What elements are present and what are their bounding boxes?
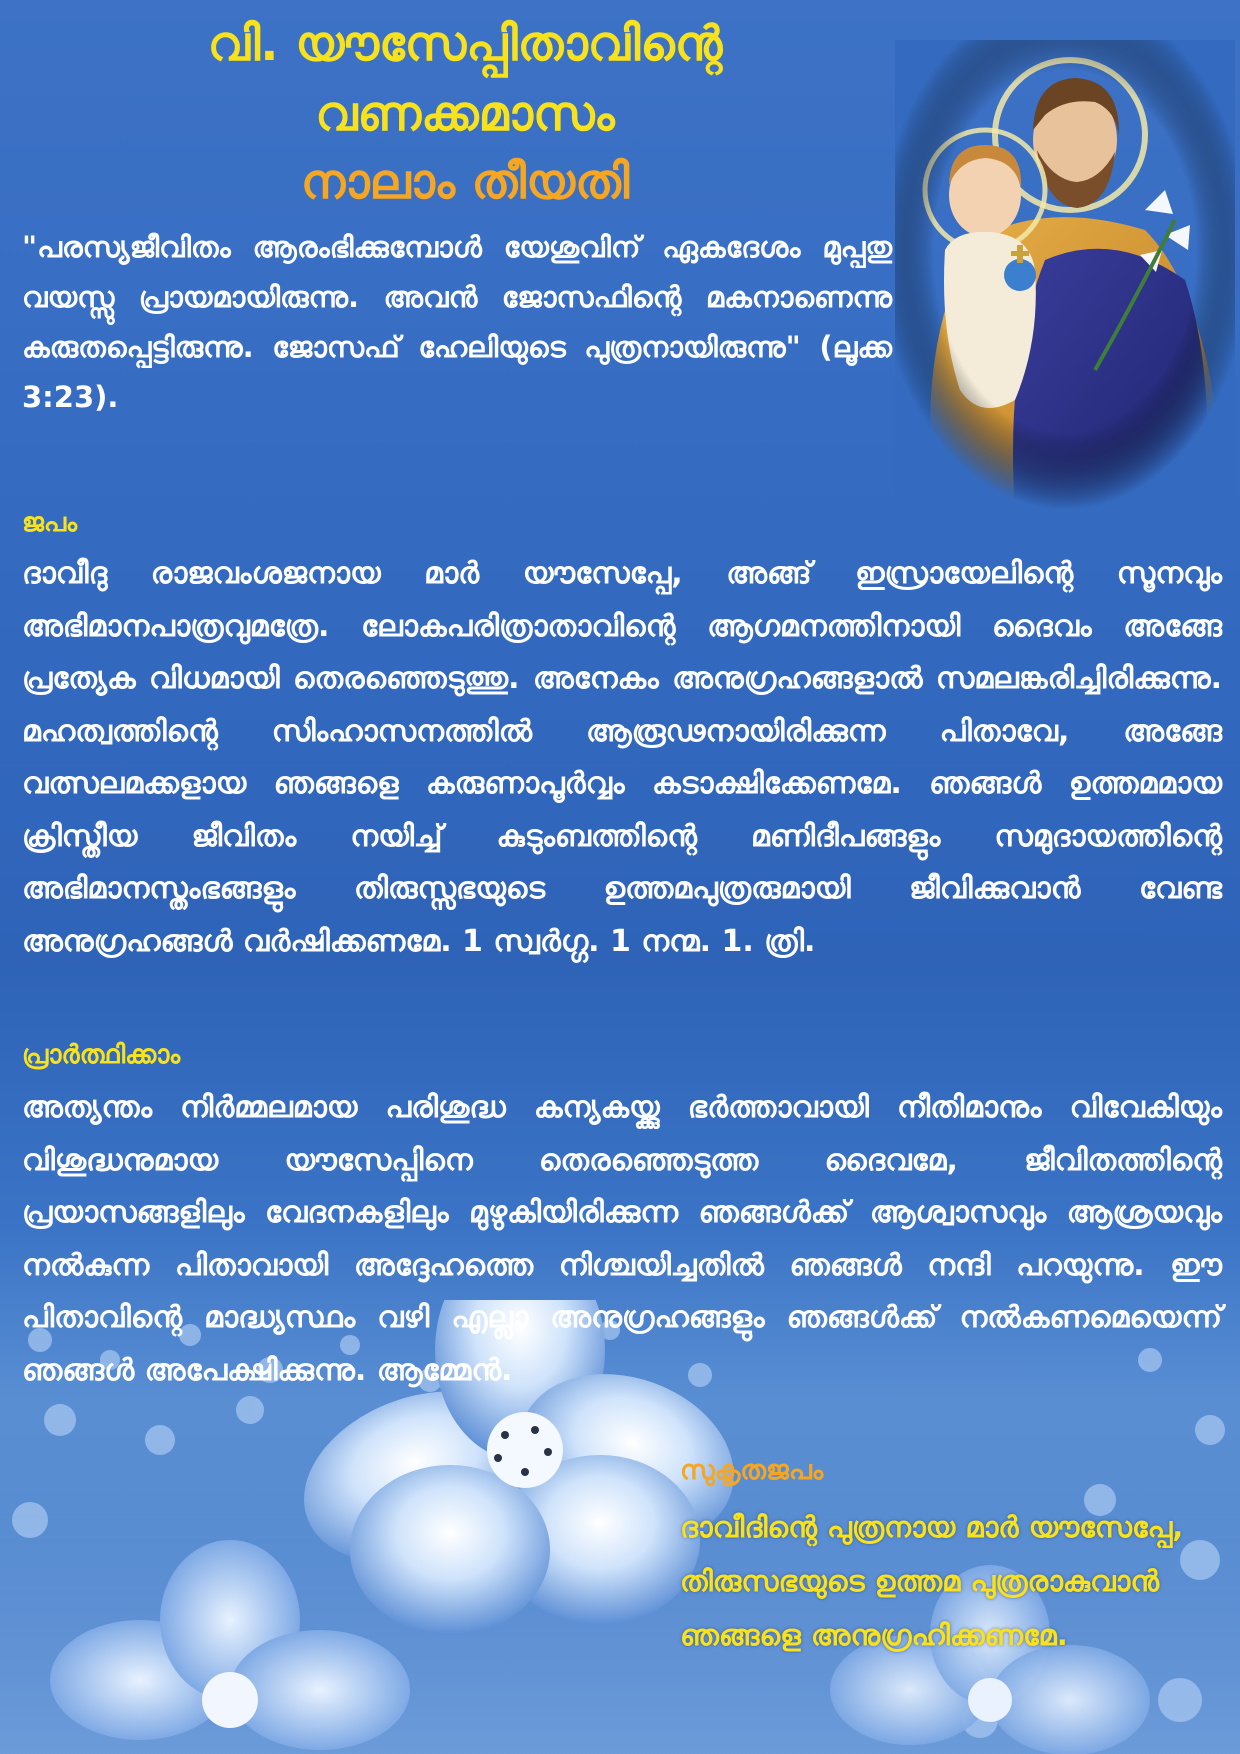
- title-line-2: വണക്കമാസം: [315, 86, 615, 142]
- sukruthajapam-heading: സുകൃതജപം: [680, 1455, 824, 1486]
- title-line-1: വി. യൗസേപ്പിതാവിന്റെ: [207, 16, 723, 72]
- japam-text: ദാവീദു രാജവംശജനായ മാർ യൗസേപ്പേ, അങ്ങ് ഇസ്രായേലിന്റെ സൂനവും അഭിമാനപാത്രവുമത്രേ. ലോകപരിത്രാതാവിന്റെ ആഗമനത്തിനായി ദൈവം അങ്ങേ പ്രത്യേക വിധമായി തെരഞ്ഞെടുത്തു. അനേകം അനുഗ്രഹങ്ങളാൽ സമലങ്കരിച്ചിരിക്കുന്നു. മഹത്വത്തിന്റെ സിംഹാസനത്തിൽ ആരൂഢനായിരിക്കുന്ന പിതാവേ, അങ്ങേ വത്സലമക്കളായ ഞങ്ങളെ കരുണാപൂർവ്വം കടാക്ഷിക്കേണമേ. ഞങ്ങൾ ഉത്തമമായ ക്രിസ്തീയ ജീവിതം നയിച്ച് കുടുംബത്തിന്റെ മണിദീപങ്ങളും സമുദായത്തിന്റെ അഭിമാനസ്തംഭങ്ങളും തിരുസ്സഭയുടെ ഉത്തമപുത്രരുമായി ജീവിക്കുവാൻ വേണ്ട അനുഗ്രഹങ്ങൾ വർഷിക്കണമേ. 1 സ്വർഗ്ഗ. 1 നന്മ. 1. ത്രി.: [22, 556, 1222, 959]
- prarthana-heading: പ്രാർത്ഥിക്കാം: [22, 1040, 181, 1070]
- scripture-quote: "പരസ്യജീവിതം ആരംഭിക്കുമ്പോൾ യേശുവിന് ഏകദേശം മുപ്പതു വയസ്സു പ്രായമായിരുന്നു. അവൻ ജോസഫിന്റെ മകനാണെന്നു കരുതപ്പെട്ടിരുന്നു. ജോസഫ് ഹേലിയുടെ പുത്രനായിരുന്നു" (ലൂക്ക 3:23).: [22, 230, 892, 414]
- title-day: നാലാം തീയതി: [300, 154, 630, 210]
- prarthana-text: അത്യന്തം നിർമ്മലമായ പരിശുദ്ധ കന്യകയ്ക്കു ഭർത്താവായി നീതിമാനും വിവേകിയും വിശുദ്ധനുമായ യൗസേപ്പിനെ തെരഞ്ഞെടുത്ത ദൈവമേ, ജീവിതത്തിന്റെ പ്രയാസങ്ങളിലും വേദനകളിലും മുഴുകിയിരിക്കുന്ന ഞങ്ങൾക്ക് ആശ്വാസവും ആശ്രയവും നൽകുന്ന പിതാവായി അദ്ദേഹത്തെ നിശ്ചയിച്ചതിൽ ഞങ്ങൾ നന്ദി പറയുന്നു. ഈ പിതാവിന്റെ മാദ്ധ്യസ്ഥം വഴി എല്ലാ അനുഗ്രഹങ്ങളും ഞങ്ങൾക്ക് നൽകണമെയെന്ന് ഞങ്ങൾ അപേക്ഷിക്കുന്നു. ആമ്മേൻ.: [22, 1090, 1222, 1388]
- japam-heading: ജപം: [22, 508, 77, 538]
- st-joseph-portrait-image: [895, 40, 1235, 510]
- sukruthajapam-text: ദാവീദിന്റെ പുത്രനായ മാർ യൗസേപ്പേ, തിരുസഭയുടെ ഉത്തമ പുത്രരാകുവാൻ ഞങ്ങളെ അനുഗ്രഹിക്കണമേ.: [680, 1510, 1184, 1652]
